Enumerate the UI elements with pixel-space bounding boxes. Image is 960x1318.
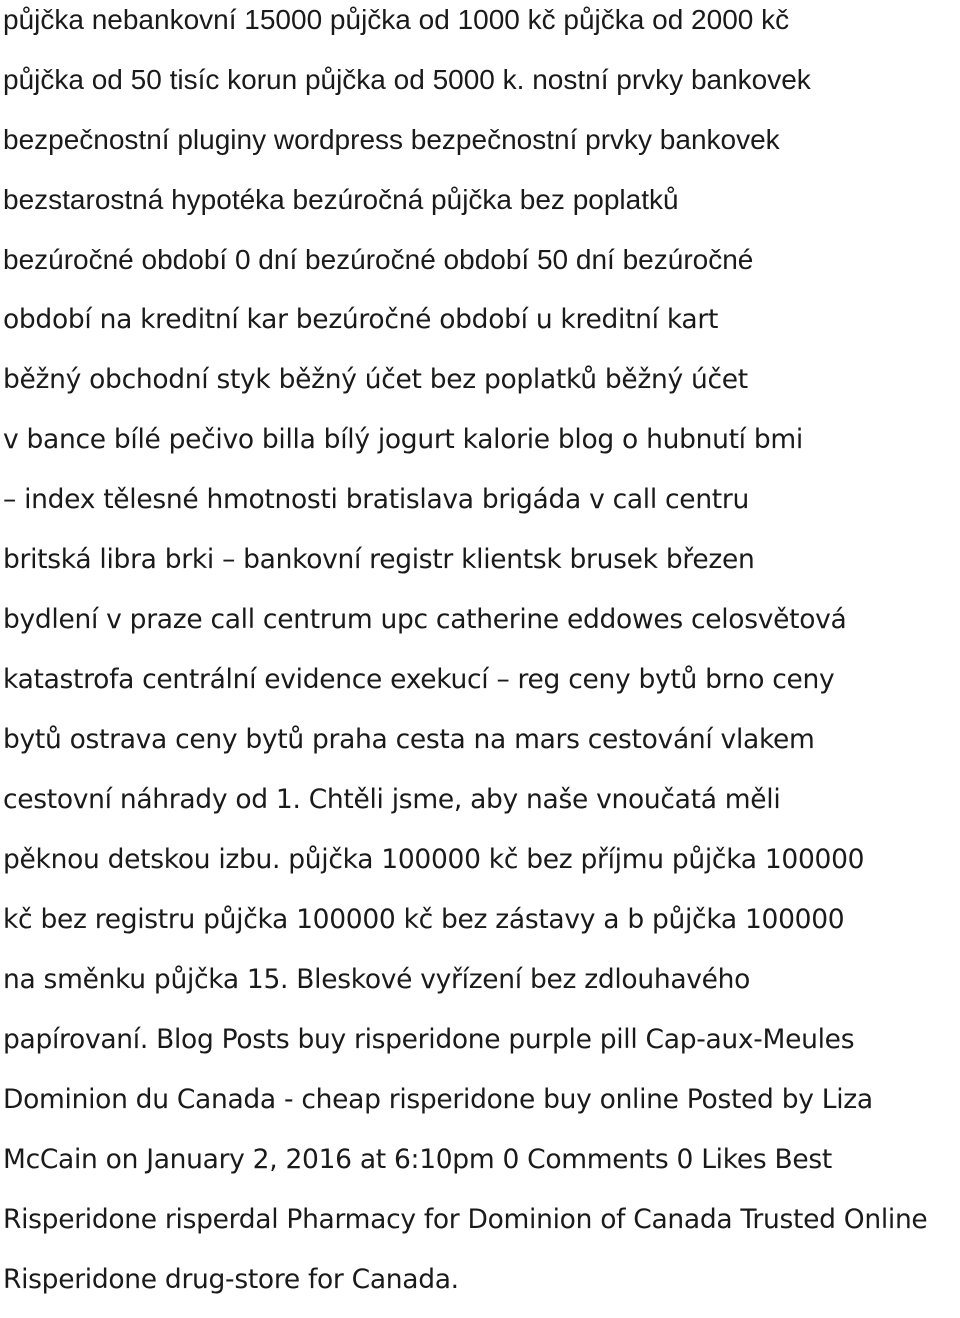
text-line-21: Risperidone risperdal Pharmacy for Dominion of Canada Trusted Online xyxy=(3,1204,928,1235)
text-line-8: v bance bílé pečivo billa bílý jogurt kalorie blog o hubnutí bmi xyxy=(3,424,803,455)
text-line-7: běžný obchodní styk běžný účet bez poplatků běžný účet xyxy=(3,364,748,395)
text-line-9: – index tělesné hmotnosti bratislava brigáda v call centru xyxy=(3,484,749,515)
text-line-16: kč bez registru půjčka 100000 kč bez zástavy a b půjčka 100000 xyxy=(3,904,845,935)
text-line-19: Dominion du Canada - cheap risperidone buy online Posted by Liza xyxy=(3,1084,873,1115)
text-line-15: pěknou detskou izbu. půjčka 100000 kč bez příjmu půjčka 100000 xyxy=(3,844,865,875)
text-line-1: půjčka nebankovní 15000 půjčka od 1000 kč půjčka od 2000 kč xyxy=(3,4,790,35)
text-line-14: cestovní náhrady od 1. Chtěli jsme, aby naše vnoučatá měli xyxy=(3,784,781,815)
text-line-4: bezstarostná hypotéka bezúročná půjčka bez poplatků xyxy=(3,184,679,215)
text-line-3: bezpečnostní pluginy wordpress bezpečnostní prvky bankovek xyxy=(3,124,780,155)
text-line-10: britská libra brki – bankovní registr klientsk brusek březen xyxy=(3,544,755,575)
text-line-5: bezúročné období 0 dní bezúročné období 50 dní bezúročné xyxy=(3,244,754,275)
text-line-11: bydlení v praze call centrum upc catherine eddowes celosvětová xyxy=(3,604,847,635)
text-line-22: Risperidone drug-store for Canada. xyxy=(3,1264,459,1295)
text-line-2: půjčka od 50 tisíc korun půjčka od 5000 k. nostní prvky bankovek xyxy=(3,64,811,95)
text-line-6: období na kreditní kar bezúročné období u kreditní kart xyxy=(3,304,719,335)
text-line-17: na směnku půjčka 15. Bleskové vyřízení bez zdlouhavého xyxy=(3,964,751,995)
text-line-20: McCain on January 2, 2016 at 6:10pm 0 Comments 0 Likes Best xyxy=(3,1144,832,1175)
text-line-13: bytů ostrava ceny bytů praha cesta na mars cestování vlakem xyxy=(3,724,815,755)
text-line-18: papírovaní. Blog Posts buy risperidone purple pill Cap-aux-Meules xyxy=(3,1024,855,1055)
text-line-12: katastrofa centrální evidence exekucí – reg ceny bytů brno ceny xyxy=(3,664,835,695)
